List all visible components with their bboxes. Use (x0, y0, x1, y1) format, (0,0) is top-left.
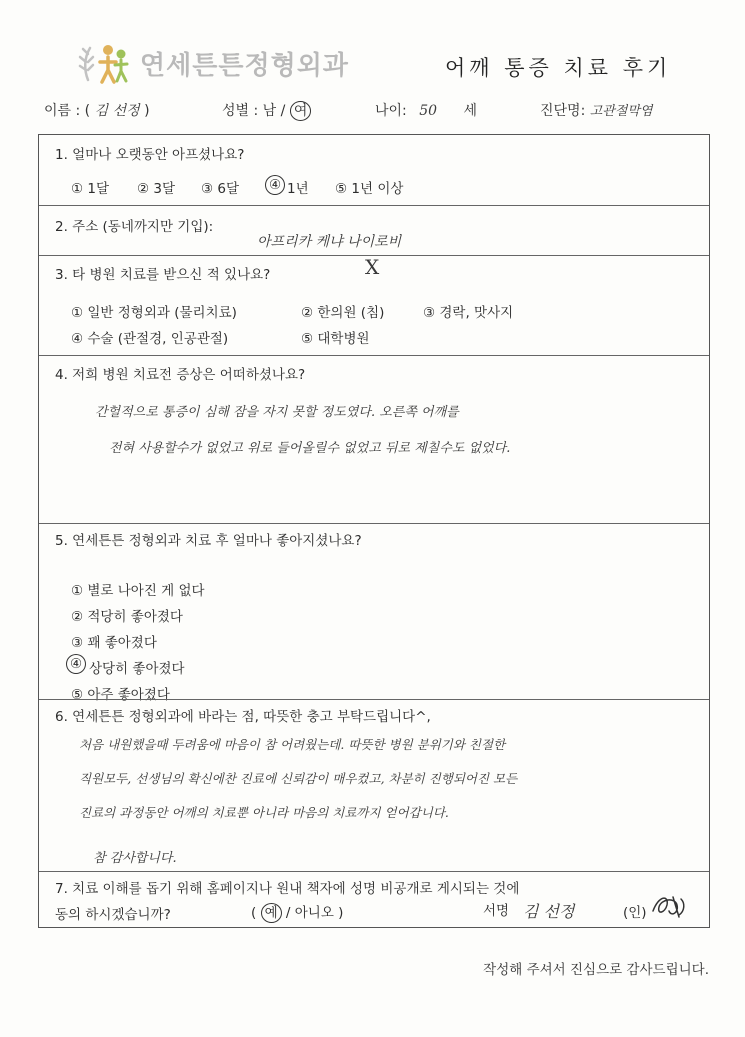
divider (39, 523, 709, 524)
diagnosis-row (540, 100, 653, 120)
q1-option-4-circled: ④ (265, 175, 285, 195)
q3-answer: X (365, 255, 380, 279)
q5-option-4: 상당히 좋아졌다 (89, 661, 185, 677)
q7-consent-choice (251, 901, 343, 923)
diagnosis-label: 진단명: (540, 103, 586, 119)
q5-option-5: ⑤ 아주 좋아졌다 (71, 687, 170, 703)
q3-option-3: ③ 경락, 맛사지 (423, 305, 514, 321)
q1-question: 1. 얼마나 오랫동안 아프셨나요? (55, 147, 245, 163)
q5-option-4-marker (66, 654, 86, 674)
document-title: 어깨 통증 치료 후기 (445, 56, 672, 80)
q1-option-3: ③ 6달 (201, 181, 240, 197)
age-row (375, 100, 477, 120)
q7-sign-label: 서명 (483, 903, 510, 919)
q2-answer: 아프리카 케냐 나이로비 (257, 234, 402, 250)
divider (39, 699, 709, 700)
q4-question: 4. 저희 병원 치료전 증상은 어떠하셨나요? (55, 367, 306, 383)
age-unit: 세 (463, 103, 478, 119)
q3-option-5: ⑤ 대학병원 (301, 331, 370, 347)
q1-option-5: ⑤ 1년 이상 (335, 181, 404, 197)
q1-option-4: 1년 (287, 181, 309, 197)
name-row (44, 100, 150, 120)
signature-scribble (649, 891, 689, 921)
divider (39, 355, 709, 356)
q6-question: 6. 연세튼튼 정형외과에 바라는 점, 따뜻한 충고 부탁드립니다^, (55, 709, 431, 725)
q1-option-4-marker (265, 175, 285, 195)
q3-option-4: ④ 수술 (관절경, 인공관절) (71, 331, 229, 347)
q7-no: / 아니오 ) (285, 905, 344, 921)
survey-form (38, 134, 710, 928)
clinic-name: 연세튼튼정형외과 (140, 50, 349, 81)
q5-option-3: ③ 꽤 좋아졌다 (71, 635, 157, 651)
name-close: ) (144, 103, 150, 119)
q4-answer-line-1: 간헐적으로 통증이 심해 잠을 자지 못할 정도였다. 오른쪽 어깨를 (95, 405, 459, 420)
name-value: 김 선정 (94, 103, 140, 119)
q3-question: 3. 타 병원 치료를 받으신 적 있나요? (55, 267, 271, 283)
q7-question-line-1: 7. 치료 이해를 돕기 위해 홈페이지나 원내 책자에 성명 비공개로 게시되는 것에 (55, 881, 520, 897)
q5-option-4-circled: ④ (66, 654, 86, 674)
thank-you-note: 작성해 주셔서 진심으로 감사드립니다. (483, 962, 709, 978)
gender-row (222, 100, 311, 121)
age-label: 나이: (375, 103, 407, 119)
q7-seal-label: (인) (623, 905, 647, 921)
q6-answer-line-2: 직원모두, 선생님의 확신에찬 진료에 신뢰감이 매우컸고, 차분히 진행되어진 모든 (79, 771, 518, 786)
clinic-logo (78, 38, 408, 88)
q3-option-2: ② 한의원 (침) (301, 305, 385, 321)
q5-question: 5. 연세튼튼 정형외과 치료 후 얼마나 좋아지셨나요? (55, 533, 362, 549)
clinic-logo-icon (78, 40, 134, 86)
q1-option-2: ② 3달 (137, 181, 176, 197)
age-value: 50 (419, 103, 438, 119)
q7-sign-value: 김 선정 (523, 902, 575, 921)
q4-answer-line-2: 전혀 사용할수가 없었고 위로 들어올릴수 없었고 뒤로 제칠수도 없었다. (109, 441, 511, 456)
divider (39, 205, 709, 206)
q7-paren-open: ( (251, 905, 257, 921)
q6-answer-line-4: 참 감사합니다. (93, 851, 177, 866)
q7-question-line-2: 동의 하시겠습니까? (55, 907, 171, 923)
gender-selected: 여 (290, 101, 312, 121)
q7-yes-circled: 예 (261, 903, 282, 923)
q5-option-2: ② 적당히 좋아졌다 (71, 609, 183, 625)
q1-option-1: ① 1달 (71, 181, 110, 197)
q2-question: 2. 주소 (동네까지만 기입): (55, 219, 214, 235)
divider (39, 871, 709, 872)
q3-option-1: ① 일반 정형외과 (물리치료) (71, 305, 237, 321)
diagnosis-value: 고관절막염 (589, 104, 653, 119)
gender-label: 성별 : 남 / (222, 103, 286, 119)
q6-answer-line-1: 처음 내원했을때 두려움에 마음이 참 어려웠는데. 따뜻한 병원 분위기와 친절한 (79, 737, 506, 752)
q5-option-1: ① 별로 나아진 게 없다 (71, 583, 205, 599)
q6-answer-line-3: 진료의 과정동안 어깨의 치료뿐 아니라 마음의 치료까지 얻어갑니다. (79, 805, 449, 820)
name-label: 이름 : ( (44, 103, 91, 119)
